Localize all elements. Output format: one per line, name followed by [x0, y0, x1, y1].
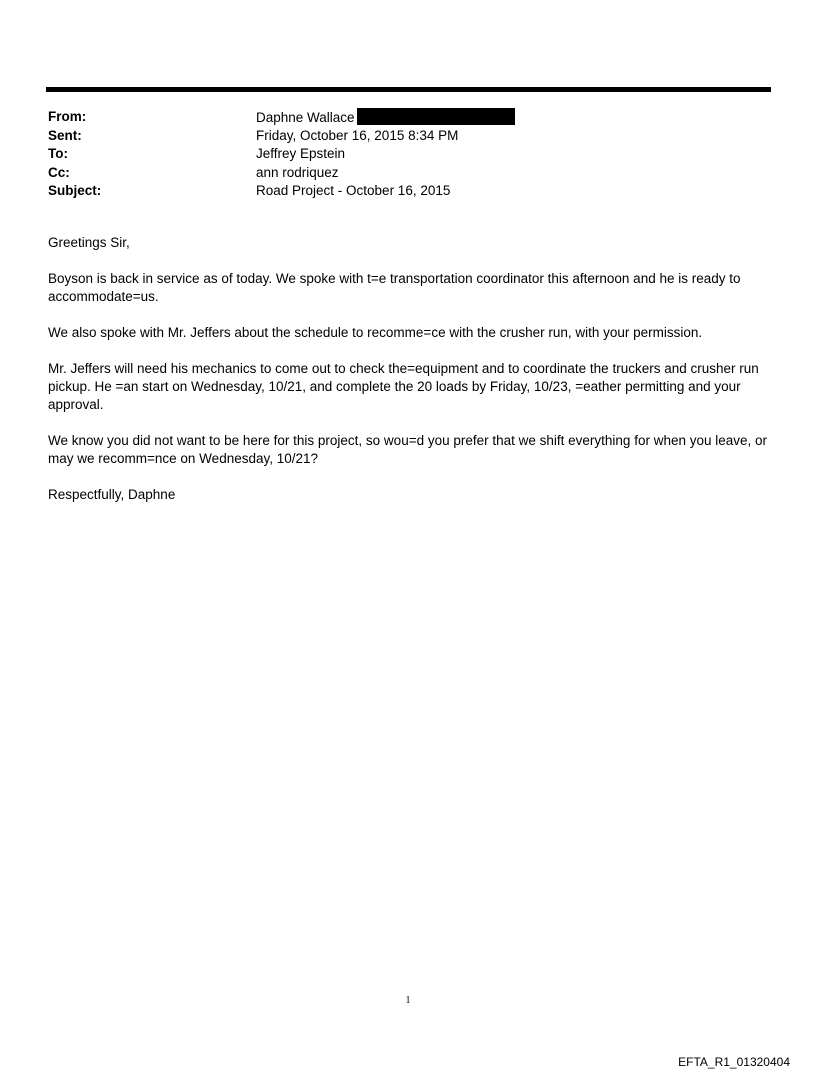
subject-value: Road Project - October 16, 2015	[256, 183, 451, 198]
header-divider	[46, 87, 771, 92]
body-paragraph: We also spoke with Mr. Jeffers about the schedule to recomme=ce with the crusher run, with your permission.	[48, 325, 703, 340]
sender-name: Daphne Wallace	[256, 110, 355, 125]
sent-value: Friday, October 16, 2015 8:34 PM	[256, 127, 459, 143]
cc-value: ann rodriquez	[256, 164, 339, 180]
from-row	[48, 108, 768, 127]
email-header	[48, 108, 768, 201]
from-value	[256, 108, 515, 128]
signoff: Respectfully, Daphne	[48, 487, 176, 502]
cc-row	[48, 164, 768, 183]
sent-row	[48, 127, 768, 146]
from-label: From:	[48, 109, 87, 124]
email-body	[48, 234, 776, 522]
body-paragraph: Mr. Jeffers will need his mechanics to come out to check the=equipment and to coordinate the truckers and crusher run pickup. He =an start on Wednesday, 10/21, and complete the 20 loads by Friday, 10/23, =eather permitting and your approval.	[48, 361, 759, 412]
redaction-box	[357, 108, 515, 125]
page-number: 1	[405, 995, 411, 1006]
cc-label: Cc:	[48, 164, 70, 180]
greeting: Greetings Sir,	[48, 235, 130, 250]
to-value: Jeffrey Epstein	[256, 146, 346, 161]
sent-label: Sent:	[48, 127, 82, 143]
body-paragraph: We know you did not want to be here for this project, so wou=d you prefer that we shift everything for when you leave, or may we recomm=nce on Wednesday, 10/21?	[48, 433, 768, 466]
to-label: To:	[48, 146, 68, 161]
subject-label: Subject:	[48, 183, 102, 198]
subject-row	[48, 182, 768, 201]
to-row	[48, 145, 768, 164]
body-paragraph: Boyson is back in service as of today. We spoke with t=e transportation coordinator this afternoon and he is ready to accommodate=us.	[48, 271, 741, 304]
document-id: EFTA_R1_01320404	[678, 1055, 790, 1069]
